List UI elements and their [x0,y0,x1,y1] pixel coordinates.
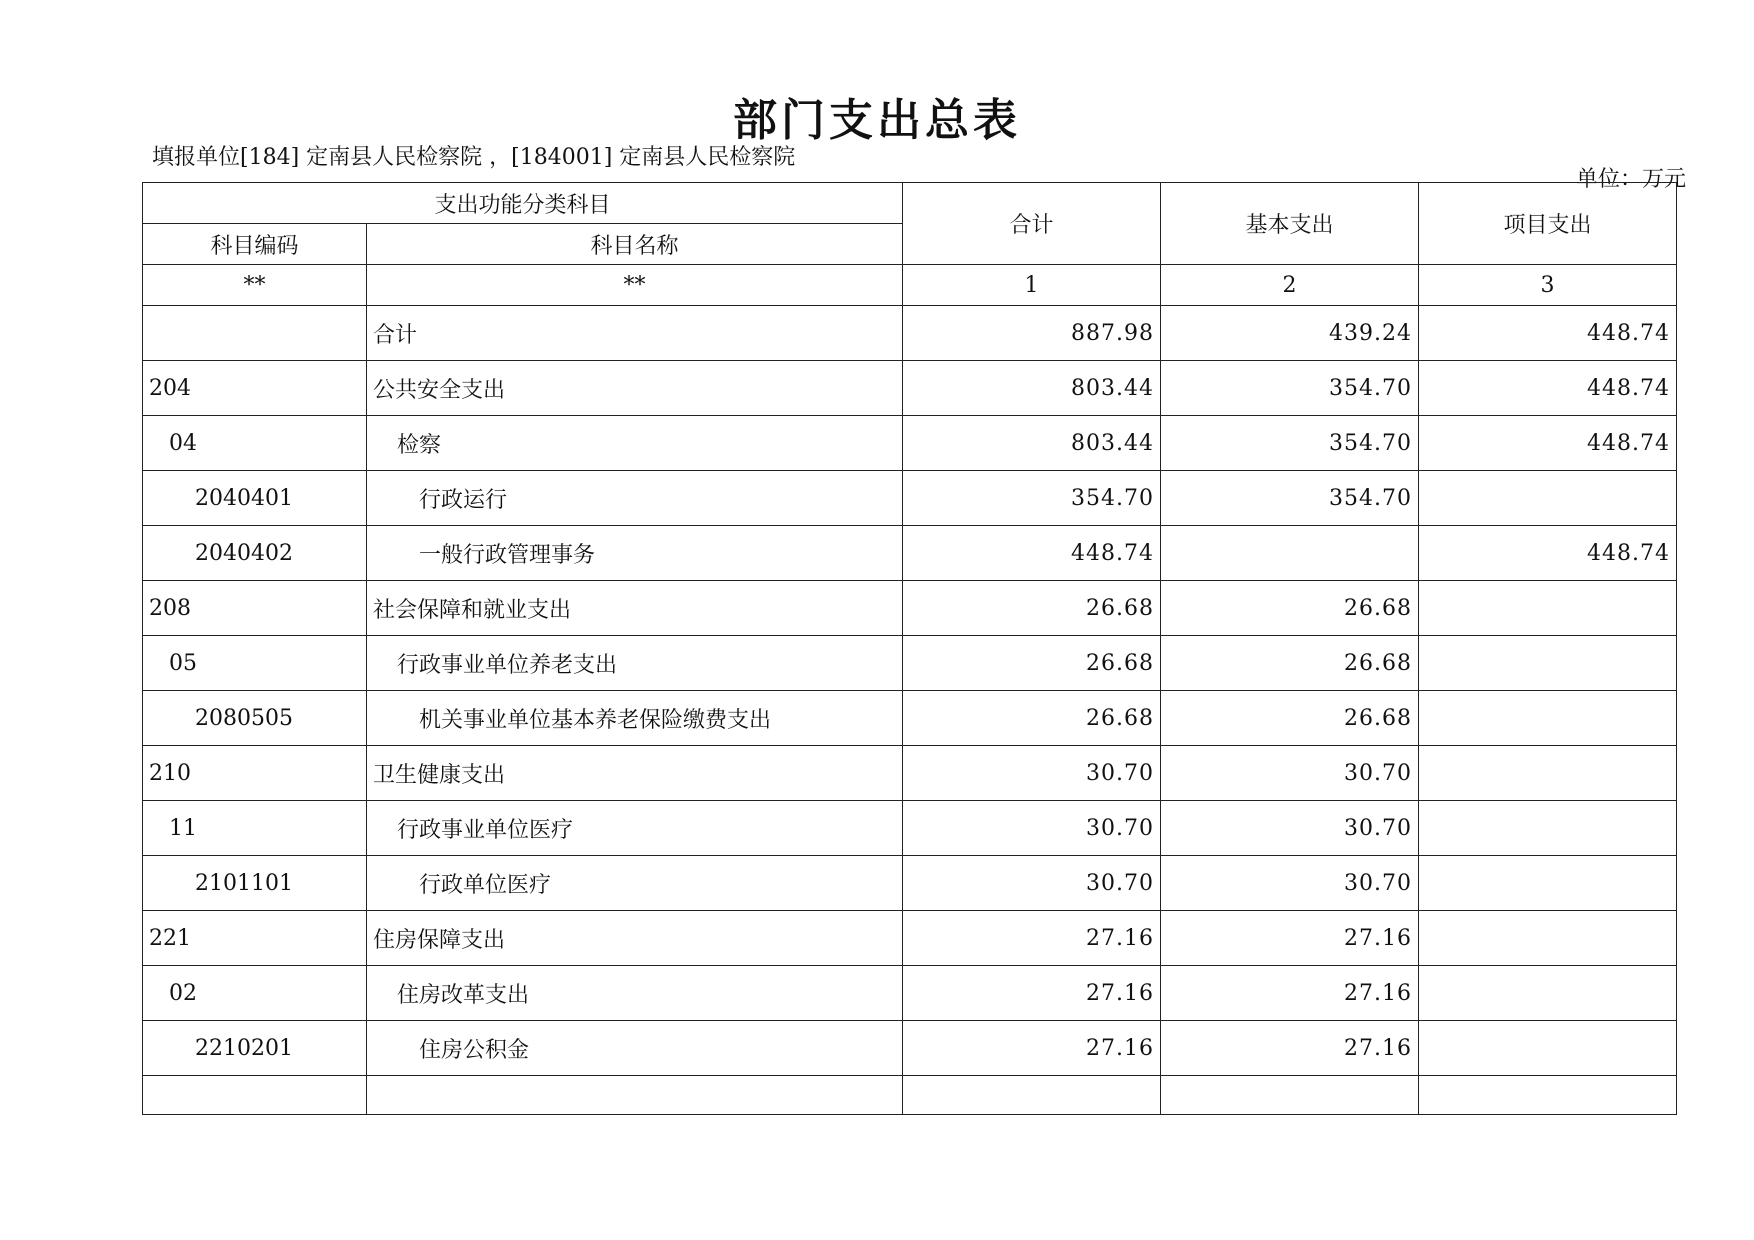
reporting-unit: 填报单位[184] 定南县人民检察院 ，[184001] 定南县人民检察院 [152,145,796,170]
blank-cell [367,1076,903,1115]
project-value [1419,801,1677,856]
subject-code: 2101101 [143,856,367,911]
total-value: 26.68 [903,691,1161,746]
table-row [143,306,1677,361]
header-function-group: 支出功能分类科目 [143,183,903,224]
project-value: 448.74 [1419,526,1677,581]
subject-code: 04 [143,416,367,471]
table-row [143,471,1677,526]
total-value: 26.68 [903,636,1161,691]
subject-name: 社会保障和就业支出 [367,581,903,636]
subject-code: 2040401 [143,471,367,526]
basic-value: 26.68 [1161,691,1419,746]
subject-name: 行政事业单位养老支出 [367,636,903,691]
subject-name: 住房公积金 [367,1021,903,1076]
subject-code: 02 [143,966,367,1021]
subject-name: 机关事业单位基本养老保险缴费支出 [367,691,903,746]
table-row [143,581,1677,636]
table-row [143,801,1677,856]
basic-value: 354.70 [1161,361,1419,416]
blank-cell [1419,1076,1677,1115]
subject-code: 2040402 [143,526,367,581]
header-row-numbers [143,265,1677,306]
basic-value: 26.68 [1161,636,1419,691]
basic-value [1161,526,1419,581]
table-row [143,361,1677,416]
project-value [1419,581,1677,636]
basic-value: 354.70 [1161,471,1419,526]
project-value [1419,471,1677,526]
table-row [143,856,1677,911]
project-value [1419,966,1677,1021]
subject-name: 行政运行 [367,471,903,526]
basic-value: 439.24 [1161,306,1419,361]
subject-code [143,306,367,361]
project-value [1419,691,1677,746]
subject-name: 行政事业单位医疗 [367,801,903,856]
subject-code: 208 [143,581,367,636]
project-value [1419,856,1677,911]
subject-code: 204 [143,361,367,416]
table-row [143,416,1677,471]
header-total: 合计 [903,183,1161,265]
header-row-group [143,183,1677,224]
currency-unit: 单位：万元 [1575,167,1686,192]
blank-row [143,1076,1677,1115]
header-name: 科目名称 [367,224,903,265]
basic-value: 354.70 [1161,416,1419,471]
total-value: 448.74 [903,526,1161,581]
basic-value: 30.70 [1161,856,1419,911]
total-value: 27.16 [903,966,1161,1021]
blank-cell [903,1076,1161,1115]
table-row [143,966,1677,1021]
basic-value: 27.16 [1161,966,1419,1021]
subject-name: 一般行政管理事务 [367,526,903,581]
project-value: 448.74 [1419,361,1677,416]
project-value: 448.74 [1419,306,1677,361]
basic-value: 30.70 [1161,746,1419,801]
subject-code: 210 [143,746,367,801]
blank-cell [143,1076,367,1115]
basic-value: 26.68 [1161,581,1419,636]
total-value: 27.16 [903,911,1161,966]
project-value [1419,1021,1677,1076]
subject-name: 公共安全支出 [367,361,903,416]
subject-name: 行政单位医疗 [367,856,903,911]
subject-code: 2080505 [143,691,367,746]
total-value: 887.98 [903,306,1161,361]
table-row [143,526,1677,581]
header-project-no: 3 [1419,265,1677,306]
page-title: 部门支出总表 [733,95,1021,146]
blank-cell [1161,1076,1419,1115]
subject-name: 住房保障支出 [367,911,903,966]
subject-code: 221 [143,911,367,966]
basic-value: 27.16 [1161,911,1419,966]
table-row [143,911,1677,966]
table-row [143,1021,1677,1076]
total-value: 30.70 [903,801,1161,856]
header-basic: 基本支出 [1161,183,1419,265]
total-value: 26.68 [903,581,1161,636]
total-value: 354.70 [903,471,1161,526]
header-name-no: ** [367,265,903,306]
total-value: 803.44 [903,361,1161,416]
total-value: 30.70 [903,856,1161,911]
header-code: 科目编码 [143,224,367,265]
basic-value: 27.16 [1161,1021,1419,1076]
total-value: 803.44 [903,416,1161,471]
project-value [1419,746,1677,801]
subject-code: 11 [143,801,367,856]
header-code-no: ** [143,265,367,306]
project-value [1419,636,1677,691]
project-value: 448.74 [1419,416,1677,471]
subject-name: 住房改革支出 [367,966,903,1021]
basic-value: 30.70 [1161,801,1419,856]
subject-code: 05 [143,636,367,691]
table-row [143,691,1677,746]
subject-name: 卫生健康支出 [367,746,903,801]
subject-name: 合计 [367,306,903,361]
header-total-no: 1 [903,265,1161,306]
subject-code: 2210201 [143,1021,367,1076]
expenditure-table [142,182,1677,1115]
table-row [143,636,1677,691]
total-value: 27.16 [903,1021,1161,1076]
total-value: 30.70 [903,746,1161,801]
project-value [1419,911,1677,966]
table-row [143,746,1677,801]
header-project: 项目支出 [1419,183,1677,265]
header-basic-no: 2 [1161,265,1419,306]
subject-name: 检察 [367,416,903,471]
